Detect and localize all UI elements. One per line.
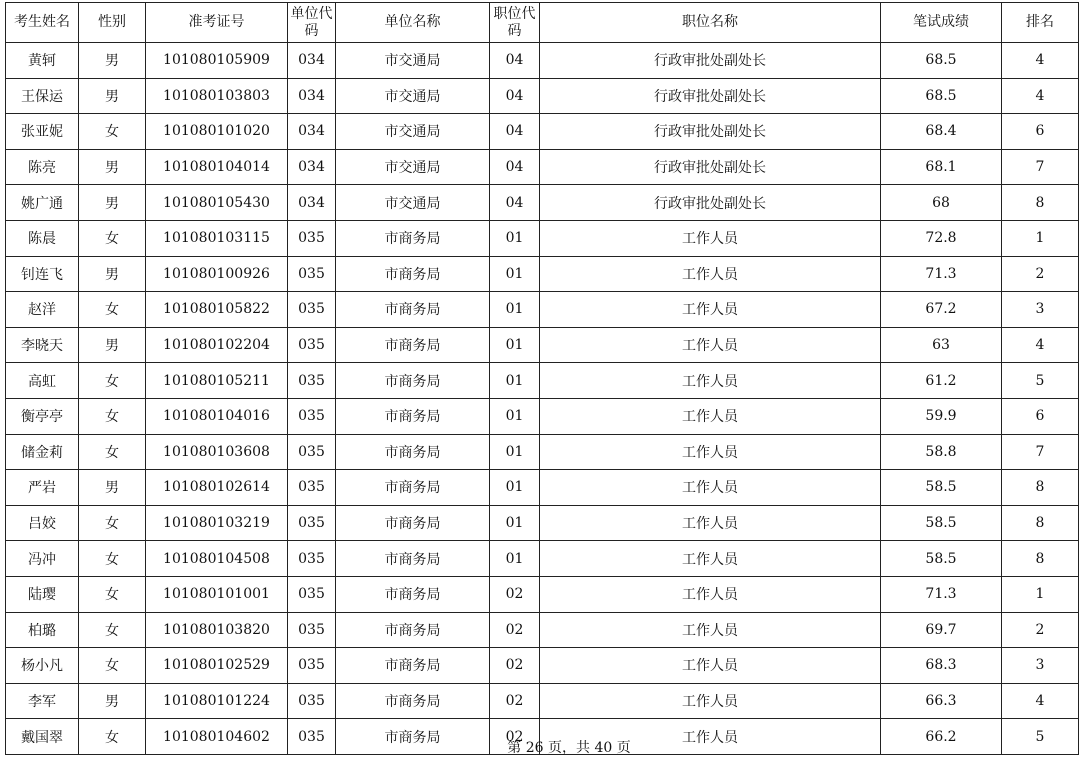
cell-name: 戴国翠 — [6, 719, 79, 755]
header-post-name: 职位名称 — [540, 3, 881, 43]
cell-name: 张亚妮 — [6, 114, 79, 150]
cell-post-name: 工作人员 — [540, 256, 881, 292]
cell-gender: 女 — [79, 363, 146, 399]
cell-post-code: 02 — [490, 576, 540, 612]
header-unit-code: 单位代码 — [288, 3, 336, 43]
cell-gender: 女 — [79, 541, 146, 577]
cell-unit-code: 034 — [288, 78, 336, 114]
cell-score: 58.5 — [881, 541, 1002, 577]
cell-unit-code: 035 — [288, 256, 336, 292]
cell-rank: 4 — [1002, 43, 1079, 79]
cell-unit-code: 034 — [288, 114, 336, 150]
cell-rank: 2 — [1002, 256, 1079, 292]
cell-name: 赵洋 — [6, 292, 79, 328]
table-row — [6, 185, 1079, 221]
cell-name: 严岩 — [6, 470, 79, 506]
cell-unit-name: 市商务局 — [336, 256, 490, 292]
cell-rank: 8 — [1002, 541, 1079, 577]
header-score: 笔试成绩 — [881, 3, 1002, 43]
table-row — [6, 505, 1079, 541]
cell-gender: 男 — [79, 470, 146, 506]
cell-post-code: 04 — [490, 114, 540, 150]
cell-score: 68.5 — [881, 43, 1002, 79]
table-row — [6, 149, 1079, 185]
cell-name: 王保运 — [6, 78, 79, 114]
cell-name: 吕姣 — [6, 505, 79, 541]
cell-exam-id: 101080104016 — [146, 398, 288, 434]
cell-score: 68.1 — [881, 149, 1002, 185]
cell-unit-name: 市交通局 — [336, 149, 490, 185]
cell-post-code: 04 — [490, 78, 540, 114]
cell-gender: 女 — [79, 576, 146, 612]
cell-name: 陆璎 — [6, 576, 79, 612]
cell-rank: 7 — [1002, 149, 1079, 185]
table-row — [6, 719, 1079, 755]
cell-gender: 男 — [79, 683, 146, 719]
header-rank: 排名 — [1002, 3, 1079, 43]
table-row — [6, 398, 1079, 434]
table-header-row — [6, 3, 1079, 43]
cell-post-name: 工作人员 — [540, 683, 881, 719]
cell-post-code: 02 — [490, 612, 540, 648]
cell-score: 58.5 — [881, 505, 1002, 541]
cell-name: 高虹 — [6, 363, 79, 399]
cell-post-code: 04 — [490, 149, 540, 185]
cell-score: 68 — [881, 185, 1002, 221]
cell-post-code: 04 — [490, 185, 540, 221]
cell-gender: 男 — [79, 185, 146, 221]
cell-score: 63 — [881, 327, 1002, 363]
table-row — [6, 683, 1079, 719]
cell-exam-id: 101080105430 — [146, 185, 288, 221]
cell-post-code: 01 — [490, 398, 540, 434]
cell-unit-code: 035 — [288, 292, 336, 328]
cell-unit-name: 市交通局 — [336, 43, 490, 79]
cell-gender: 男 — [79, 327, 146, 363]
cell-exam-id: 101080105822 — [146, 292, 288, 328]
header-name: 考生姓名 — [6, 3, 79, 43]
cell-unit-name: 市商务局 — [336, 648, 490, 684]
cell-unit-code: 035 — [288, 327, 336, 363]
cell-score: 71.3 — [881, 576, 1002, 612]
cell-unit-code: 034 — [288, 149, 336, 185]
cell-score: 72.8 — [881, 220, 1002, 256]
cell-unit-name: 市交通局 — [336, 78, 490, 114]
cell-score: 69.7 — [881, 612, 1002, 648]
cell-rank: 3 — [1002, 648, 1079, 684]
cell-gender: 女 — [79, 114, 146, 150]
cell-exam-id: 101080105211 — [146, 363, 288, 399]
cell-rank: 5 — [1002, 719, 1079, 755]
cell-name: 钊连飞 — [6, 256, 79, 292]
cell-post-name: 工作人员 — [540, 719, 881, 755]
cell-exam-id: 101080102529 — [146, 648, 288, 684]
cell-exam-id: 101080103219 — [146, 505, 288, 541]
cell-exam-id: 101080102614 — [146, 470, 288, 506]
cell-post-code: 01 — [490, 470, 540, 506]
cell-post-code: 01 — [490, 434, 540, 470]
cell-exam-id: 101080101224 — [146, 683, 288, 719]
cell-post-name: 行政审批处副处长 — [540, 43, 881, 79]
cell-score: 58.8 — [881, 434, 1002, 470]
cell-post-code: 01 — [490, 292, 540, 328]
cell-name: 姚广通 — [6, 185, 79, 221]
cell-exam-id: 101080105909 — [146, 43, 288, 79]
cell-unit-code: 035 — [288, 398, 336, 434]
cell-gender: 女 — [79, 220, 146, 256]
cell-unit-name: 市商务局 — [336, 541, 490, 577]
cell-unit-name: 市商务局 — [336, 719, 490, 755]
cell-exam-id: 101080103115 — [146, 220, 288, 256]
cell-rank: 4 — [1002, 78, 1079, 114]
cell-post-code: 02 — [490, 648, 540, 684]
table-row — [6, 78, 1079, 114]
cell-post-code: 01 — [490, 541, 540, 577]
header-gender: 性别 — [79, 3, 146, 43]
cell-unit-name: 市商务局 — [336, 398, 490, 434]
cell-score: 68.3 — [881, 648, 1002, 684]
cell-name: 柏璐 — [6, 612, 79, 648]
cell-gender: 女 — [79, 719, 146, 755]
cell-post-code: 02 — [490, 683, 540, 719]
cell-rank: 6 — [1002, 398, 1079, 434]
cell-post-code: 01 — [490, 256, 540, 292]
cell-unit-name: 市商务局 — [336, 470, 490, 506]
cell-gender: 男 — [79, 149, 146, 185]
cell-post-name: 工作人员 — [540, 576, 881, 612]
cell-unit-name: 市商务局 — [336, 612, 490, 648]
cell-exam-id: 101080101020 — [146, 114, 288, 150]
cell-post-name: 工作人员 — [540, 505, 881, 541]
table-body — [6, 43, 1079, 755]
table-row — [6, 363, 1079, 399]
cell-unit-code: 035 — [288, 363, 336, 399]
cell-post-name: 工作人员 — [540, 398, 881, 434]
cell-unit-name: 市商务局 — [336, 683, 490, 719]
cell-name: 杨小凡 — [6, 648, 79, 684]
cell-unit-name: 市商务局 — [336, 327, 490, 363]
cell-score: 66.3 — [881, 683, 1002, 719]
cell-name: 陈晨 — [6, 220, 79, 256]
cell-score: 61.2 — [881, 363, 1002, 399]
cell-unit-code: 034 — [288, 185, 336, 221]
cell-unit-name: 市交通局 — [336, 185, 490, 221]
cell-score: 66.2 — [881, 719, 1002, 755]
cell-exam-id: 101080100926 — [146, 256, 288, 292]
cell-name: 陈亮 — [6, 149, 79, 185]
cell-name: 冯冲 — [6, 541, 79, 577]
cell-post-name: 工作人员 — [540, 220, 881, 256]
cell-post-name: 工作人员 — [540, 648, 881, 684]
cell-post-name: 工作人员 — [540, 612, 881, 648]
cell-score: 67.2 — [881, 292, 1002, 328]
cell-rank: 1 — [1002, 220, 1079, 256]
cell-post-name: 行政审批处副处长 — [540, 149, 881, 185]
table-row — [6, 648, 1079, 684]
cell-rank: 4 — [1002, 327, 1079, 363]
cell-rank: 8 — [1002, 505, 1079, 541]
cell-unit-name: 市商务局 — [336, 363, 490, 399]
cell-unit-code: 035 — [288, 541, 336, 577]
cell-post-name: 行政审批处副处长 — [540, 78, 881, 114]
cell-post-code: 02 — [490, 719, 540, 755]
cell-exam-id: 101080103820 — [146, 612, 288, 648]
cell-exam-id: 101080102204 — [146, 327, 288, 363]
cell-name: 黄轲 — [6, 43, 79, 79]
cell-score: 58.5 — [881, 470, 1002, 506]
cell-unit-code: 035 — [288, 505, 336, 541]
cell-name: 储金莉 — [6, 434, 79, 470]
table-row — [6, 220, 1079, 256]
cell-exam-id: 101080104508 — [146, 541, 288, 577]
cell-gender: 女 — [79, 434, 146, 470]
table-row — [6, 114, 1079, 150]
table-row — [6, 470, 1079, 506]
cell-unit-name: 市商务局 — [336, 220, 490, 256]
cell-name: 李晓天 — [6, 327, 79, 363]
cell-unit-code: 035 — [288, 220, 336, 256]
cell-name: 李军 — [6, 683, 79, 719]
table-row — [6, 612, 1079, 648]
cell-exam-id: 101080101001 — [146, 576, 288, 612]
cell-post-code: 01 — [490, 363, 540, 399]
cell-gender: 男 — [79, 256, 146, 292]
cell-rank: 1 — [1002, 576, 1079, 612]
cell-unit-code: 035 — [288, 648, 336, 684]
cell-unit-name: 市商务局 — [336, 434, 490, 470]
cell-post-name: 工作人员 — [540, 470, 881, 506]
header-exam-id: 准考证号 — [146, 3, 288, 43]
table-row — [6, 256, 1079, 292]
table-row — [6, 541, 1079, 577]
cell-gender: 女 — [79, 612, 146, 648]
cell-exam-id: 101080104602 — [146, 719, 288, 755]
cell-post-name: 工作人员 — [540, 292, 881, 328]
cell-post-code: 01 — [490, 327, 540, 363]
table-row — [6, 327, 1079, 363]
table-row — [6, 576, 1079, 612]
cell-unit-name: 市商务局 — [336, 576, 490, 612]
score-table — [5, 2, 1079, 755]
cell-score: 68.4 — [881, 114, 1002, 150]
cell-rank: 8 — [1002, 185, 1079, 221]
header-unit-name: 单位名称 — [336, 3, 490, 43]
cell-exam-id: 101080104014 — [146, 149, 288, 185]
cell-gender: 男 — [79, 43, 146, 79]
cell-post-name: 工作人员 — [540, 434, 881, 470]
table-row — [6, 434, 1079, 470]
cell-gender: 女 — [79, 398, 146, 434]
cell-unit-code: 035 — [288, 683, 336, 719]
cell-post-code: 01 — [490, 505, 540, 541]
cell-exam-id: 101080103608 — [146, 434, 288, 470]
cell-gender: 女 — [79, 292, 146, 328]
cell-exam-id: 101080103803 — [146, 78, 288, 114]
cell-unit-code: 035 — [288, 719, 336, 755]
cell-post-code: 01 — [490, 220, 540, 256]
cell-rank: 5 — [1002, 363, 1079, 399]
cell-unit-code: 035 — [288, 470, 336, 506]
cell-unit-name: 市商务局 — [336, 505, 490, 541]
cell-name: 衡亭亭 — [6, 398, 79, 434]
cell-gender: 男 — [79, 78, 146, 114]
cell-rank: 3 — [1002, 292, 1079, 328]
cell-post-code: 04 — [490, 43, 540, 79]
cell-rank: 4 — [1002, 683, 1079, 719]
cell-unit-code: 034 — [288, 43, 336, 79]
table-row — [6, 292, 1079, 328]
cell-unit-name: 市交通局 — [336, 114, 490, 150]
cell-rank: 7 — [1002, 434, 1079, 470]
cell-post-name: 工作人员 — [540, 541, 881, 577]
cell-post-name: 工作人员 — [540, 363, 881, 399]
cell-rank: 8 — [1002, 470, 1079, 506]
cell-post-name: 行政审批处副处长 — [540, 114, 881, 150]
cell-unit-code: 035 — [288, 576, 336, 612]
cell-score: 71.3 — [881, 256, 1002, 292]
cell-gender: 女 — [79, 505, 146, 541]
cell-unit-code: 035 — [288, 612, 336, 648]
cell-gender: 女 — [79, 648, 146, 684]
cell-score: 68.5 — [881, 78, 1002, 114]
cell-post-name: 工作人员 — [540, 327, 881, 363]
page-number-label: 第 26 页，共 40 页 — [507, 740, 631, 756]
cell-unit-code: 035 — [288, 434, 336, 470]
table-row — [6, 43, 1079, 79]
cell-rank: 6 — [1002, 114, 1079, 150]
cell-rank: 2 — [1002, 612, 1079, 648]
cell-score: 59.9 — [881, 398, 1002, 434]
header-post-code: 职位代码 — [490, 3, 540, 43]
cell-unit-name: 市商务局 — [336, 292, 490, 328]
cell-post-name: 行政审批处副处长 — [540, 185, 881, 221]
